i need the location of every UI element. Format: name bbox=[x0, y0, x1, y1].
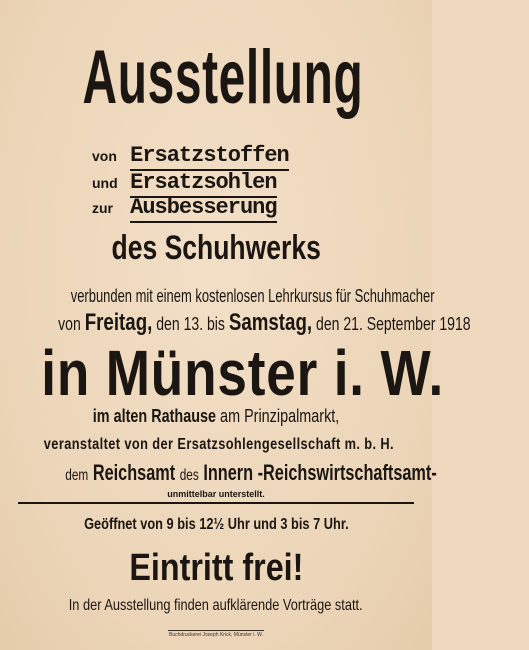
subject-prefix: zur bbox=[92, 200, 113, 216]
course-line: verbunden mit einem kostenlosen Lehrkursus für Schuhmacher bbox=[70, 286, 435, 306]
opening-hours: Geöffnet von 9 bis 12½ Uhr und 3 bis 7 Uhr. bbox=[83, 516, 349, 533]
start-day: Freitag, bbox=[84, 309, 153, 336]
divider bbox=[18, 502, 414, 504]
lectures-line: In der Ausstellung finden aufklärende Vorträge statt. bbox=[69, 597, 363, 614]
authority-line: dem Reichsamt des Innern -Reichswirtschaftsamt- bbox=[65, 460, 437, 485]
end-day: Samstag, bbox=[228, 309, 313, 336]
date-line: von Freitag, den 13. bis Samstag, den 21. September 1918 bbox=[58, 309, 471, 336]
subject-line-2 bbox=[92, 169, 277, 195]
subject-line-1 bbox=[92, 142, 289, 168]
poster-title: Ausstellung bbox=[82, 35, 364, 120]
subject-item: Ausbesserung bbox=[130, 195, 276, 223]
venue-line: im alten Rathause am Prinzipalmarkt, bbox=[92, 406, 340, 426]
subject-heading: des Schuhwerks bbox=[111, 229, 321, 267]
subject-prefix: und bbox=[92, 175, 118, 191]
organizer-line: veranstaltet von der Ersatzsohlengesellschaft m. b. H. bbox=[43, 436, 395, 453]
subject-item: Ersatzstoffen bbox=[130, 143, 289, 171]
subject-item: Ersatzsohlen bbox=[130, 170, 276, 198]
city-heading: in Münster i. W. bbox=[41, 337, 445, 409]
subject-line-3 bbox=[92, 194, 277, 220]
subordinate-line: unmittelbar unterstellt. bbox=[167, 489, 265, 499]
admission-heading: Eintritt frei! bbox=[128, 547, 304, 589]
subject-prefix: von bbox=[92, 148, 117, 164]
printer-divider bbox=[168, 630, 264, 631]
printer-imprint: Buchdruckerei Joseph Krick, Münster i. W. bbox=[169, 632, 263, 638]
